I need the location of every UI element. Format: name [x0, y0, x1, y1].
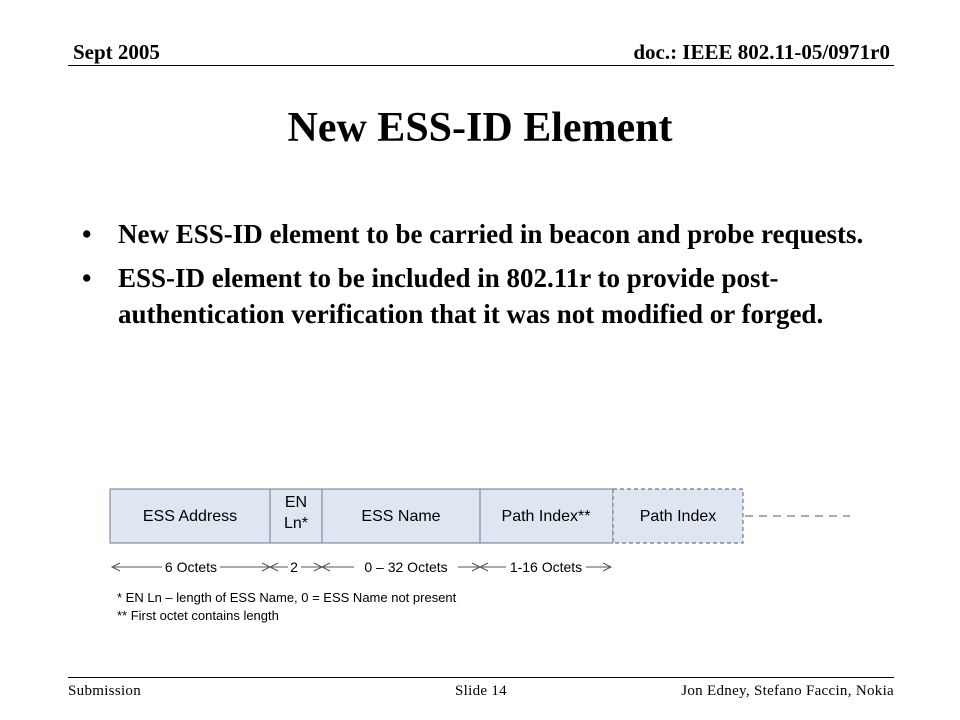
- footer-submission: Submission: [68, 683, 142, 699]
- bullet-marker: •: [82, 263, 92, 293]
- bullet-text: New ESS-ID element to be carried in beacon and probe requests.: [118, 219, 864, 249]
- size-label: 2: [290, 559, 298, 575]
- size-label: 1-16 Octets: [509, 559, 583, 575]
- header-date: Sept 2005: [73, 40, 160, 64]
- footnote: * EN Ln – length of ESS Name, 0 = ESS Name not present: [117, 590, 457, 605]
- footer-authors: Jon Edney, Stefano Faccin, Nokia: [681, 683, 894, 699]
- slide-title: New ESS-ID Element: [287, 105, 673, 151]
- field-label: Path Index**: [501, 508, 591, 525]
- size-label: 6 Octets: [164, 559, 218, 575]
- field-label: EN: [284, 494, 308, 511]
- header-doc-id: doc.: IEEE 802.11-05/0971r0: [633, 40, 890, 64]
- footer-slide-number: Slide 14: [455, 683, 507, 699]
- size-label: 0 – 32 Octets: [364, 559, 448, 575]
- footnote: ** First octet contains length: [117, 608, 279, 623]
- bullet-text: ESS-ID element to be included in 802.11r to provide post-authentication verification that it was not modified or forged.: [118, 263, 824, 329]
- field-label: ESS Address: [142, 508, 238, 525]
- field-label: Ln*: [283, 515, 309, 532]
- bullet-marker: •: [82, 219, 92, 249]
- field-label: Path Index: [639, 508, 717, 525]
- field-label: ESS Name: [361, 508, 441, 525]
- footer-rule: [68, 677, 894, 678]
